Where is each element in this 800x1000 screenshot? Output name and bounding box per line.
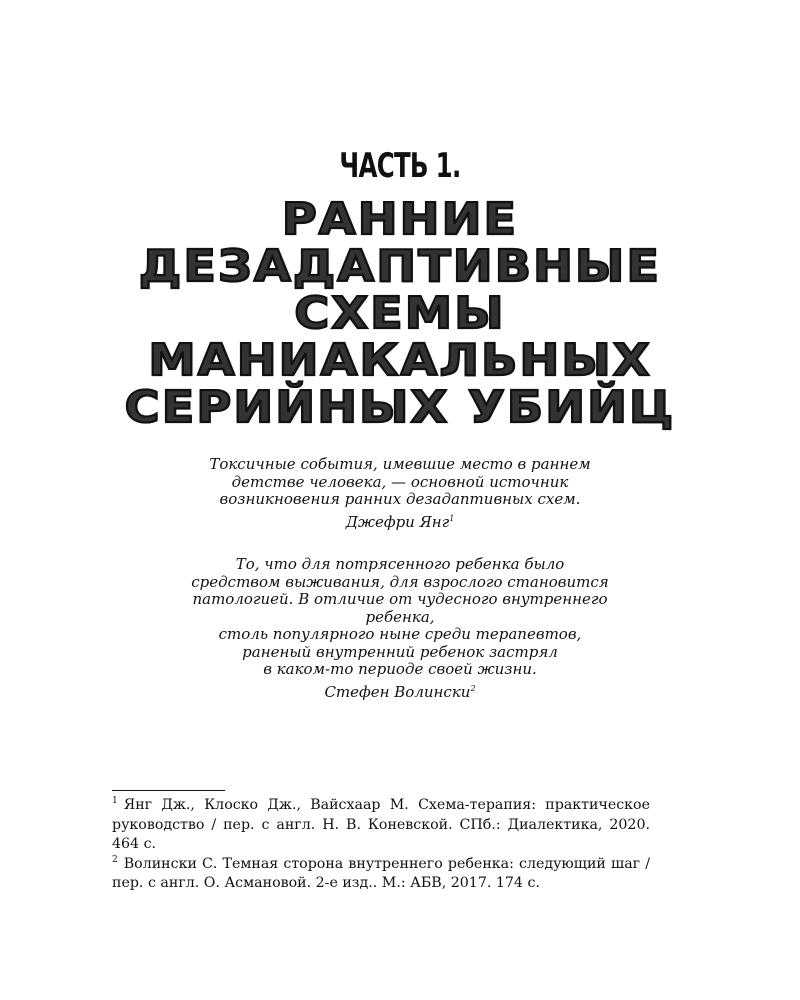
chapter-title-line: МАНИАКАЛЬНЫХ	[148, 335, 652, 386]
footnote-ref: 2	[470, 683, 476, 693]
epigraph-author-name: Стефен Волински	[324, 682, 471, 701]
footnotes	[112, 796, 650, 894]
epigraph-line: ребенка,	[365, 607, 435, 626]
footnote-item	[112, 796, 650, 855]
epigraph-line: средством выживания, для взрослого становится	[191, 572, 609, 591]
footnote-ref: 1	[449, 513, 455, 523]
footnote-text: Волински С. Темная сторона внутреннего ребенка: следующий шаг / пер. с англ. О. Асмановой. 2-е изд.. М.: АБВ, 2017. 174 с.	[112, 855, 650, 891]
chapter-title-line: СЕРИЙНЫХ УБИЙЦ	[124, 382, 676, 433]
chapter-title-line: СХЕМЫ	[294, 288, 506, 339]
chapter-title-line: ДЕЗАДАПТИВНЫЕ	[138, 241, 662, 292]
epigraph-author	[0, 514, 800, 532]
footnote-number: 2	[112, 854, 118, 865]
epigraph-author-name: Джефри Янг	[345, 512, 450, 531]
epigraph-line: детстве человека, — основной источник	[231, 472, 569, 491]
epigraph-young	[0, 456, 800, 531]
epigraph-author	[0, 684, 800, 702]
epigraph-line: раненый внутренний ребенок застрял	[242, 642, 558, 661]
chapter-title-line: РАННИЕ	[281, 194, 519, 245]
footnote-divider	[112, 790, 225, 791]
footnote-number: 1	[112, 796, 118, 807]
epigraph-line: столь популярного ныне среди терапевтов,	[218, 625, 582, 643]
epigraph-line: патологией. В отличие от чудесного внутреннего	[192, 590, 608, 608]
epigraph-wolinsky	[0, 556, 800, 701]
footnote-item	[112, 855, 650, 894]
part-label: ЧАСТЬ 1.	[339, 146, 461, 186]
chapter-title	[0, 196, 800, 431]
epigraph-line: возникновения ранних дезадаптивных схем.	[219, 490, 581, 508]
epigraph-line: То, что для потрясенного ребенка было	[235, 555, 565, 573]
epigraph-line: Токсичные события, имевшие место в раннем	[209, 455, 591, 473]
epigraph-line: в каком-то периоде своей жизни.	[263, 660, 537, 678]
footnote-text: Янг Дж., Клоско Дж., Вайсхаар М. Схема-терапия: практическое руководство / пер. с англ. Н. В. Коневской. СПб.: Диалектика, 2020. 464 с.	[112, 797, 650, 852]
